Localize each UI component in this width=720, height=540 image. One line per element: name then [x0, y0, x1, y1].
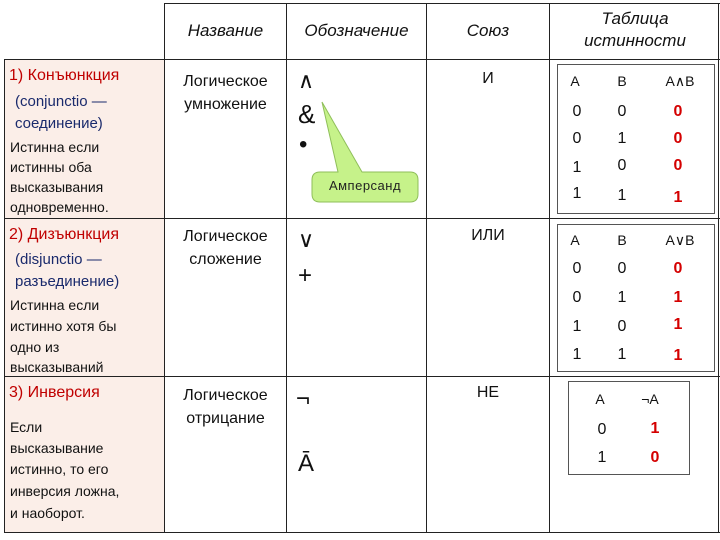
tt2-header-b: B: [617, 232, 627, 248]
conjunction-desc-4: одновременно.: [10, 199, 109, 215]
table-top-border: [164, 3, 720, 4]
disjunction-desc-3: одно из: [10, 339, 60, 355]
disjunction-latin-2: разъединение): [15, 273, 120, 290]
tt1-r3-res: 0: [673, 157, 683, 174]
tt2-r2-a: 0: [572, 289, 582, 306]
inversion-desc-5: и наоборот.: [10, 505, 85, 521]
conjunction-latin: (conjunctio —: [15, 93, 107, 110]
tt2-header-result: A∨B: [665, 232, 695, 248]
conjunction-name-1: Логическое: [183, 73, 268, 90]
conjunction-union: И: [482, 70, 494, 87]
inversion-name-2: отрицание: [186, 410, 265, 427]
tt1-header-a: A: [570, 73, 580, 89]
dot-symbol: •: [299, 131, 308, 158]
tt1-r2-b: 1: [617, 130, 627, 147]
inversion-title: 3) Инверсия: [9, 384, 100, 401]
tt3-header-a: A: [595, 391, 605, 407]
tt3-header-result: ¬A: [641, 391, 659, 407]
header-bottom-border: [4, 59, 720, 60]
tt1-r2-res: 0: [673, 130, 683, 147]
tt1-r1-a: 0: [572, 103, 582, 120]
or-vee-symbol: ∨: [298, 227, 315, 252]
header-truth-table: Таблица истинности: [584, 9, 686, 50]
inversion-desc-1: Если: [10, 419, 43, 435]
conjunction-latin-2: соединение): [15, 115, 103, 132]
conjunction-title: 1) Конъюнкция: [9, 67, 120, 84]
disjunction-title: 2) Дизъюнкция: [9, 226, 120, 243]
tt3-r2-res: 0: [650, 449, 660, 466]
tt2-r4-res: 1: [673, 347, 683, 364]
tt2-header-a: A: [570, 232, 580, 248]
inversion-desc-2: высказывание: [10, 440, 104, 456]
tt1-r4-b: 1: [617, 187, 627, 204]
conjunction-desc-3: высказывания: [10, 179, 104, 195]
disjunction-desc-1: Истинна если: [10, 297, 100, 313]
tt1-r3-a: 1: [572, 159, 582, 176]
header-symbol: Обозначение: [304, 21, 409, 40]
disjunction-desc-2: истинно хотя бы: [10, 318, 117, 334]
disjunction-desc-4: высказываний: [10, 359, 104, 375]
tt2-r4-b: 1: [617, 346, 627, 363]
tt1-r1-res: 0: [673, 103, 683, 120]
disjunction-latin: (disjunctio —: [15, 251, 102, 268]
tt3-r1-res: 1: [650, 420, 660, 437]
row1-bottom-border: [4, 218, 720, 219]
disjunction-name-1: Логическое: [183, 228, 268, 245]
tt2-r3-res: 1: [673, 316, 683, 333]
tt1-r2-a: 0: [572, 130, 582, 147]
tt2-r3-a: 1: [572, 318, 582, 335]
tt1-header-result: A∧B: [665, 73, 695, 89]
inversion-union: НЕ: [476, 384, 500, 401]
col-divider-4: [549, 3, 550, 533]
tt1-r4-a: 1: [572, 185, 582, 202]
right-border: [718, 3, 719, 533]
conjunction-name-2: умножение: [184, 96, 267, 113]
tt1-r4-res: 1: [673, 189, 683, 206]
callout-label: Амперсанд: [328, 178, 402, 193]
tt2-r1-a: 0: [572, 260, 582, 277]
conjunction-desc-1: Истинна если: [10, 139, 100, 155]
left-border: [4, 59, 5, 533]
ampersand-symbol: &: [298, 99, 316, 129]
tt1-r1-b: 0: [617, 103, 627, 120]
tt2-r3-b: 0: [617, 318, 627, 335]
plus-symbol: +: [298, 262, 313, 289]
inversion-desc-4: инверсия ложна,: [10, 483, 120, 499]
a-bar-symbol: Ā: [298, 450, 315, 477]
tt3-r1-a: 0: [597, 421, 607, 438]
row2-bottom-border: [4, 376, 720, 377]
tt1-header-b: B: [617, 73, 627, 89]
disjunction-name-2: сложение: [189, 251, 262, 268]
table-bottom-border: [4, 532, 720, 533]
tt2-r2-b: 1: [617, 289, 627, 306]
conjunction-desc-2: истинны оба: [10, 159, 92, 175]
tt1-r3-b: 0: [617, 157, 627, 174]
inversion-desc-3: истинно, то его: [10, 461, 109, 477]
tt2-r1-b: 0: [617, 260, 627, 277]
tt2-r4-a: 1: [572, 346, 582, 363]
col-divider-2: [286, 3, 287, 533]
tt2-r2-res: 1: [673, 289, 683, 306]
tt3-r2-a: 1: [597, 449, 607, 466]
and-wedge-symbol: ∧: [298, 68, 315, 93]
tt2-r1-res: 0: [673, 260, 683, 277]
not-symbol: ¬: [296, 385, 311, 412]
header-name: Название: [187, 21, 264, 40]
disjunction-union: ИЛИ: [471, 227, 505, 244]
inversion-name-1: Логическое: [183, 387, 268, 404]
header-union: Союз: [466, 21, 510, 40]
